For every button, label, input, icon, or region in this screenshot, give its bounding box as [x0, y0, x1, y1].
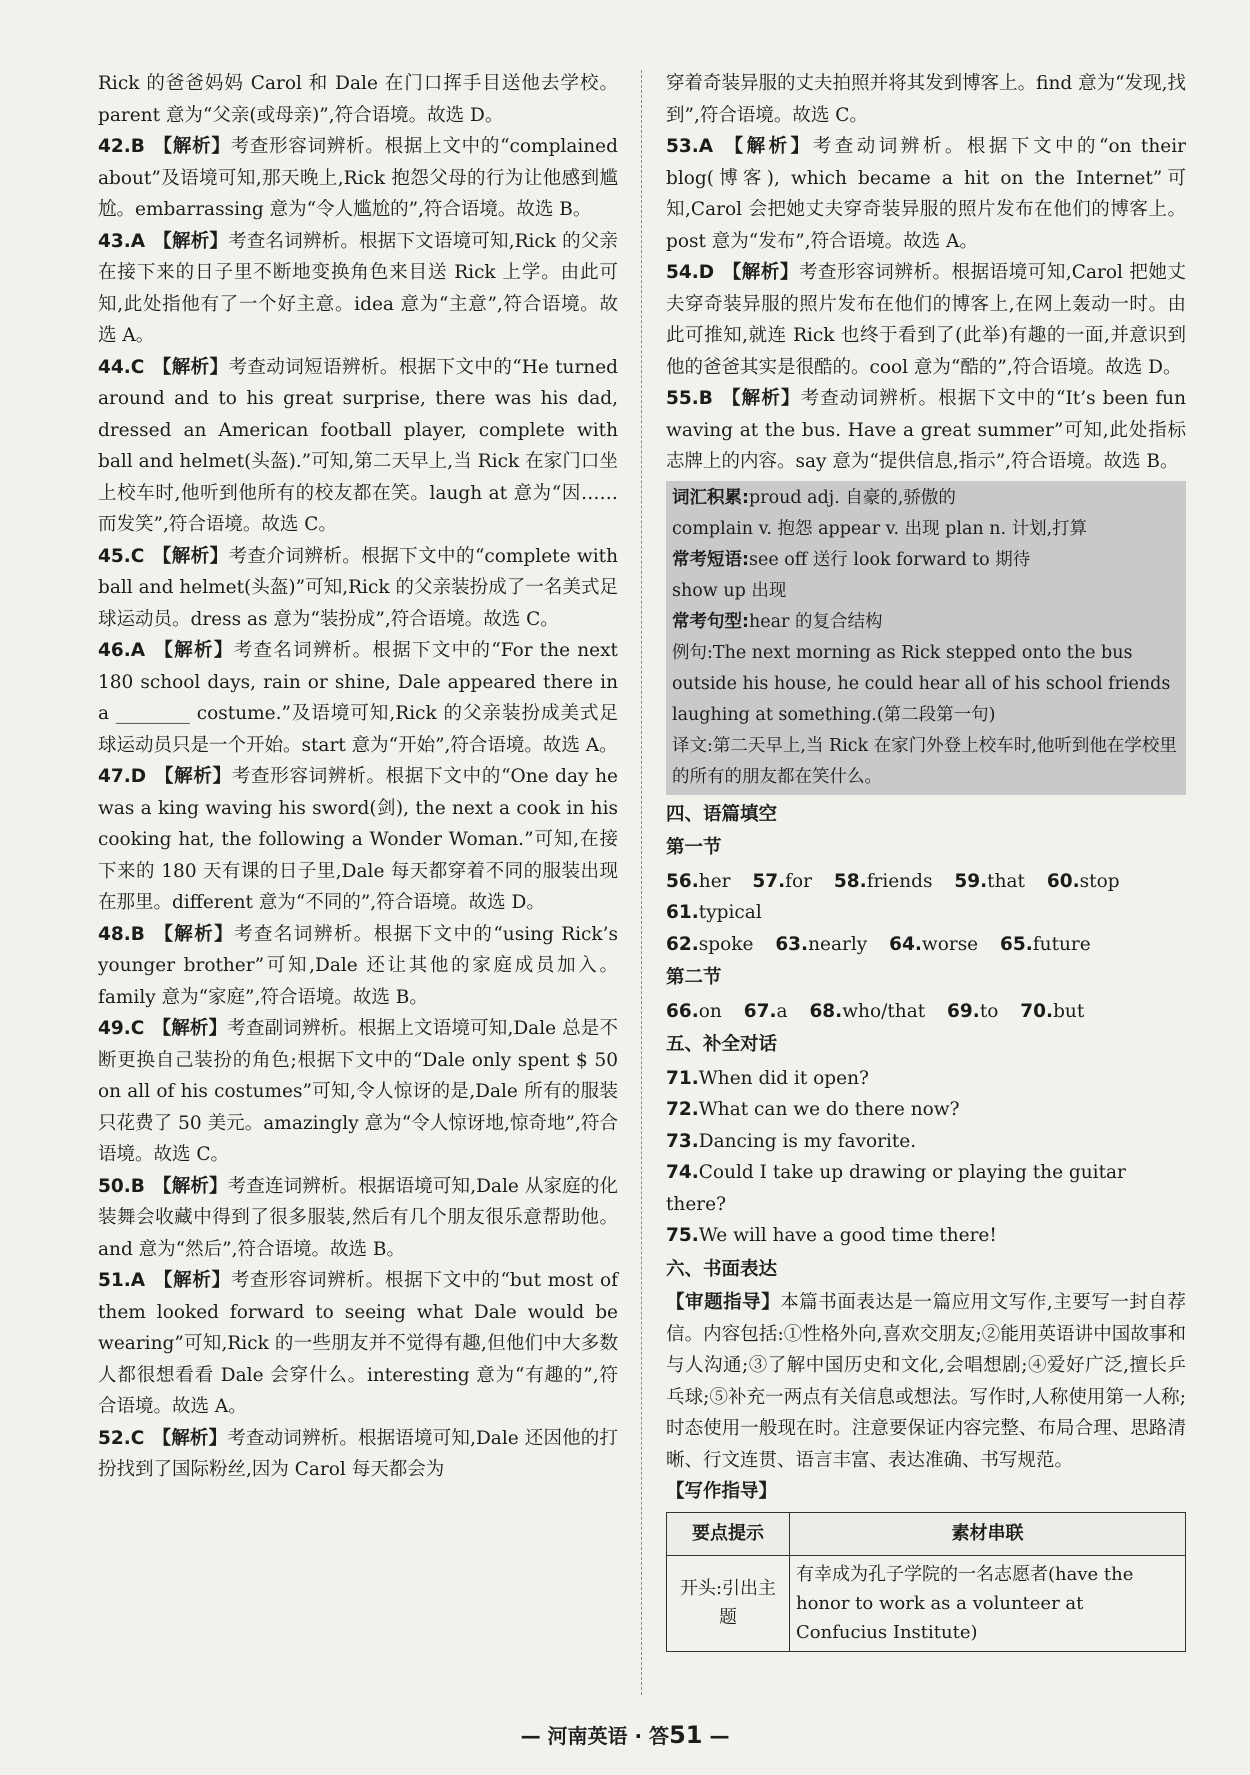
answer-46: 46.A 【解析】考查名词辨析。根据下文中的“For the next 180 school days, rain or shine, Dale appeared there in a ________ costume.”及语境可知,Rick 的父亲装扮成美式足球运动员只是一个开始。start 意为“开始”,符合语境。故选 A。: [98, 640, 618, 756]
right-column: [666, 68, 1186, 1652]
answer-45: 45.C 【解析】考查介词辨析。根据下文中的“complete with ball and helmet(头盔)”可知,Rick 的父亲装扮成了一名美式足球运动员。dress as 意为“装扮成”,符合语境。故选 C。: [98, 545, 618, 630]
table-header-key-points: 要点提示: [667, 1512, 790, 1555]
writing-guidance-table: [666, 1512, 1186, 1652]
answer-66: 66.on: [666, 1000, 722, 1022]
answer-75: 75.We will have a good time there!: [666, 1225, 997, 1246]
footer-dash-right: —: [709, 1724, 730, 1748]
answer-42: 42.B 【解析】考查形容词辨析。根据上文中的“complained about”及语境可知,那天晚上,Rick 抱怨父母的行为让他感到尴尬。embarrassing 意为“令人尴尬的”,符合语境。故选 B。: [98, 136, 618, 220]
left-column: [98, 68, 618, 1486]
answer-70: 70.but: [1020, 1000, 1085, 1022]
table-header-materials: 素材串联: [790, 1512, 1186, 1555]
answer-58: 58.friends: [833, 870, 933, 892]
table-cell-key: 开头:引出主题: [667, 1555, 790, 1651]
answer-60: 60.stop: [1046, 870, 1120, 892]
answers-row-3: [666, 996, 1186, 1028]
section-6-title: 六、书面表达: [666, 1258, 778, 1280]
answer-43: 43.A 【解析】考查名词辨析。根据下文语境可知,Rick 的父亲在接下来的日子里不断地变换角色来目送 Rick 上学。由此可知,此处指他有了一个好主意。idea 意为“主意”,符合语境。故选 A。: [98, 230, 618, 346]
answers-row-1: [666, 866, 1186, 929]
answer-61: 61.typical: [666, 902, 762, 923]
answer-74: 74.Could I take up drawing or playing the guitar there?: [666, 1162, 1126, 1215]
answer-59: 59.that: [954, 870, 1025, 892]
page-number: 51: [669, 1721, 703, 1749]
vocabulary-box: [666, 481, 1186, 795]
answer-65: 65.future: [1000, 933, 1091, 955]
column-divider: [641, 70, 642, 1695]
answer-52: 52.C 【解析】考查动词辨析。根据语境可知,Dale 还因他的打扮找到了国际粉丝,因为 Carol 每天都会为: [98, 1427, 618, 1480]
footer-dash-left: —: [520, 1724, 541, 1748]
table-row: [667, 1555, 1186, 1651]
answer-54: 54.D 【解析】考查形容词辨析。根据语境可知,Carol 把她丈夫穿奇装异服的照片发布在他们的博客上,在网上轰动一时。由此可推知,就连 Rick 也终于看到了(此举)有趣的一面,并意识到他的爸爸其实是很酷的。cool 意为“酷的”,符合语境。故选 D。: [666, 262, 1186, 378]
answer-73: 73.Dancing is my favorite.: [666, 1130, 917, 1152]
answers-row-2: [666, 929, 1186, 961]
section-4-part-2: 第二节: [666, 967, 722, 988]
answer-57: 57.for: [752, 870, 813, 892]
answer-53: 53.A 【解析】考查动词辨析。根据下文中的“on their blog(博客), which became a hit on the Internet”可知,Carol 会把她丈夫穿奇装异服的照片发布在他们的博客上。post 意为“发布”,符合语境。故选 A。: [666, 136, 1186, 252]
answer-56: 56.her: [666, 870, 731, 892]
answer-63: 63.nearly: [775, 933, 868, 955]
answer-68: 68.who/that: [809, 1000, 926, 1022]
table-header-row: [667, 1512, 1186, 1555]
answer-71: 71.When did it open?: [666, 1067, 869, 1089]
section-4-title: 四、语篇填空: [666, 803, 778, 825]
vocab-phrases: 常考短语:see off 送行 look forward to 期待: [672, 549, 1031, 570]
footer-label: 河南英语 · 答: [547, 1724, 670, 1748]
writing-guidance-title: 【写作指导】: [666, 1481, 778, 1502]
answer-41-continued: Rick 的爸爸妈妈 Carol 和 Dale 在门口挥手目送他去学校。parent 意为“父亲(或母亲)”,符合语境。故选 D。: [98, 73, 618, 126]
vocab-words: 词汇积累:proud adj. 自豪的,骄傲的: [672, 487, 956, 508]
review-guidance: 【审题指导】本篇书面表达是一篇应用文写作,主要写一封自荐信。内容包括:①性格外向,喜欢交朋友;②能用英语讲中国故事和与人沟通;③了解中国历史和文化,会唱想剧;④爱好广泛,擅长乒乓球;⑤补充一两点有关信息或想法。写作时,人称使用第一人称;时态使用一般现在时。注意要保证内容完整、布局合理、思路清晰、行文连贯、语言丰富、表达准确、书写规范。: [666, 1292, 1186, 1471]
vocab-example-sentence: 例句:The next morning as Rick stepped onto the bus outside his house, he could hear all of his school friends laughing at something.(第二段第一句): [672, 642, 1171, 725]
vocab-sentence-pattern: 常考句型:hear 的复合结构: [672, 611, 883, 632]
answer-64: 64.worse: [889, 933, 979, 955]
vocab-translation: 译文:第二天早上,当 Rick 在家门外登上校车时,他听到他在学校里的所有的朋友都在笑什么。: [672, 735, 1177, 787]
section-5-title: 五、补全对话: [666, 1034, 778, 1055]
answer-44: 44.C 【解析】考查动词短语辨析。根据下文中的“He turned around and to his great surprise, there was his dad, dressed an American football player, complete with ball and helmet(头盔).”可知,第二天早上,当 Rick 在家门口坐上校车时,他听到他所有的校友都在笑。laugh at 意为“因……而发笑”,符合语境。故选 C。: [98, 356, 618, 535]
answer-49: 49.C 【解析】考查副词辨析。根据上文语境可知,Dale 总是不断更换自己装扮的角色;根据下文中的“Dale only spent $ 50 on all of his costumes”可知,令人惊讶的是,Dale 所有的服装只花费了 50 美元。amazingly 意为“令人惊讶地,惊奇地”,符合语境。故选 C。: [98, 1018, 618, 1165]
answer-48: 48.B 【解析】考查名词辨析。根据下文中的“using Rick’s younger brother”可知,Dale 还让其他的家庭成员加入。family 意为“家庭”,符合语境。故选 B。: [98, 923, 618, 1008]
section-4-part-1: 第一节: [666, 837, 722, 858]
answer-72: 72.What can we do there now?: [666, 1099, 960, 1120]
answer-55: 55.B 【解析】考查动词辨析。根据下文中的“It’s been fun waving at the bus. Have a great summer”可知,此处指标志牌上的内容。say 意为“提供信息,指示”,符合语境。故选 B。: [666, 388, 1186, 472]
page-footer: [0, 1720, 1250, 1749]
answer-47: 47.D 【解析】考查形容词辨析。根据下文中的“One day he was a king waving his sword(剑), the next a cook in his cooking hat, the following a Wonder Woman.”可知,在接下来的 180 天有课的日子里,Dale 每天都穿着不同的服装出现在那里。different 意为“不同的”,符合语境。故选 D。: [98, 766, 618, 913]
table-cell-value: 有幸成为孔子学院的一名志愿者(have the honor to work as a volunteer at Confucius Institute): [790, 1555, 1186, 1651]
vocab-words-line2: complain v. 抱怨 appear v. 出现 plan n. 计划,打算: [672, 518, 1088, 539]
answer-69: 69.to: [947, 1000, 999, 1022]
answer-62: 62.spoke: [666, 933, 754, 955]
vocab-phrases-line2: show up 出现: [672, 580, 787, 601]
answer-52-continued: 穿着奇装异服的丈夫拍照并将其发到博客上。find 意为“发现,找到”,符合语境。故选 C。: [666, 73, 1186, 126]
answer-50: 50.B 【解析】考查连词辨析。根据语境可知,Dale 从家庭的化装舞会收藏中得到了很多服装,然后有几个朋友很乐意帮助他。and 意为“然后”,符合语境。故选 B。: [98, 1175, 618, 1260]
answer-67: 67.a: [743, 1000, 788, 1022]
answer-51: 51.A 【解析】考查形容词辨析。根据下文中的“but most of them looked forward to seeing what Dale would be wearing”可知,Rick 的一些朋友并不觉得有趣,但他们中大多数人都很想看看 Dale 会穿什么。interesting 意为“有趣的”,符合语境。故选 A。: [98, 1270, 618, 1417]
